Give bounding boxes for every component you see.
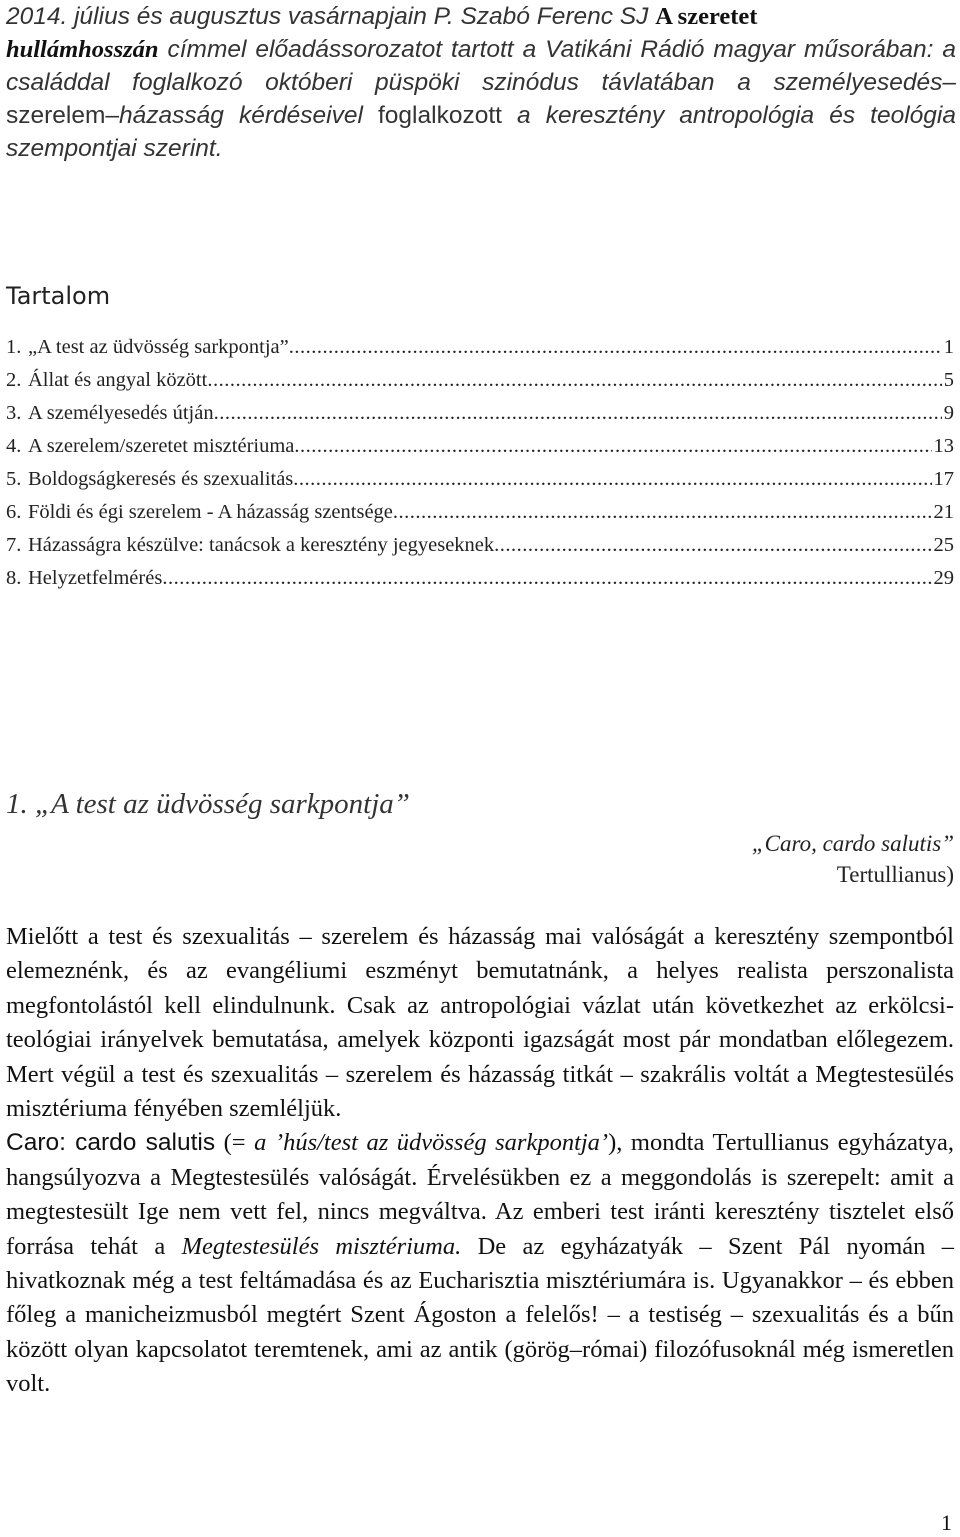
section-heading: 1. „A test az üdvösség sarkpontja”	[6, 788, 410, 820]
table-of-contents	[6, 336, 954, 600]
toc-item-page: 13	[933, 435, 954, 457]
toc-item-number: 4.	[6, 435, 22, 457]
intro-title-2: hullámhosszán	[6, 36, 159, 63]
latin-quote: Caro: cardo salutis	[6, 1129, 216, 1157]
toc-item[interactable]	[6, 369, 954, 402]
toc-leader-dots	[214, 402, 942, 425]
toc-item-number: 7.	[6, 534, 22, 556]
toc-item[interactable]	[6, 567, 954, 600]
toc-item-number: 3.	[6, 402, 22, 424]
toc-leader-dots	[289, 336, 942, 359]
body-paragraph-2	[6, 1126, 954, 1401]
intro-text-5: foglalkozott	[378, 102, 502, 129]
toc-item-number: 1.	[6, 336, 22, 358]
body-paragraph-1: Mielőtt a test és szexualitás – szerelem és házasság mai valóságát a keresztény szempontból elemeznénk, és az evangéliumi eszményt bemutatnánk, a helyes realista perszonalista megfontolástól kell elindulnunk. Csak az antropológiai vázlat után következhet az erkölcsi-teológiai irányelvek bemutatása, amelyek központi igazságát most pár mondatban előlegezem. Mert végül a test és szexualitás – szerelem és házasság titkát – szakrális voltát a Megtestesülés misztériuma fényében szemléljük.	[6, 923, 954, 1123]
intro-text-2: címmel előadássorozatot tartott a Vatikáni Rádió magyar műsorában: a családdal foglalkozó októberi püspöki szinódus távlatában a személyesedés–	[6, 36, 956, 96]
toc-item[interactable]	[6, 435, 954, 468]
toc-leader-dots	[162, 567, 931, 590]
toc-item-label: Állat és angyal között	[28, 369, 208, 391]
toc-item-label: Helyzetfelmérés	[28, 567, 163, 589]
motto-block	[752, 828, 954, 890]
toc-item-page: 29	[933, 567, 954, 589]
toc-item-number: 2.	[6, 369, 22, 391]
latin-translation: a ’hús/test az üdvösség sarkpontja’	[254, 1129, 609, 1157]
body-text-fragment: (=	[215, 1129, 255, 1157]
body-text	[6, 920, 954, 1402]
toc-title: Tartalom	[6, 282, 111, 310]
toc-item-number: 6.	[6, 501, 22, 523]
toc-item-page: 1	[943, 336, 954, 358]
intro-title-1: A szeretet	[655, 3, 758, 30]
toc-item[interactable]	[6, 336, 954, 369]
toc-leader-dots	[207, 369, 941, 392]
toc-leader-dots	[293, 468, 931, 491]
toc-item[interactable]	[6, 534, 954, 567]
toc-item-label: A szerelem/szeretet misztériuma	[28, 435, 295, 457]
emphasis-text: Megtestesülés misztériuma.	[181, 1232, 462, 1260]
intro-text-3: szerelem–	[6, 102, 120, 129]
toc-item-page: 21	[933, 501, 954, 523]
body-text-fragment: De az egyházatyák – Szent Pál nyomán – hivatkoznak még a test feltámadása és az Eucharisztia misztériumára is. Ugyanakkor – és ebben főleg a manicheizmusból megtért Szent Ágoston a felelős! – a testiség – szexualitás és a bűn között olyan kapcsolatot teremtenek, ami az antik (görög–római) filozófusoknál még ismeretlen volt.	[6, 1232, 955, 1398]
toc-item-label: A személyesedés útján	[28, 402, 214, 424]
toc-item[interactable]	[6, 468, 954, 501]
intro-paragraph	[6, 0, 956, 165]
toc-item-page: 5	[943, 369, 954, 391]
motto-author: Tertullianus)	[836, 862, 954, 887]
toc-item-label: Földi és égi szerelem - A házasság szentsége	[28, 501, 393, 523]
toc-item-label: Boldogságkeresés és szexualitás	[28, 468, 294, 490]
toc-item-label: „A test az üdvösség sarkpontja”	[28, 336, 289, 358]
intro-text-4: házasság kérdéseivel	[119, 102, 378, 129]
intro-text-1: 2014. július és augusztus vasárnapjain P. Szabó Ferenc SJ	[6, 3, 656, 30]
toc-leader-dots	[393, 501, 932, 524]
toc-leader-dots	[294, 435, 931, 458]
motto-quote: „Caro, cardo salutis”	[751, 831, 954, 856]
toc-item[interactable]	[6, 402, 954, 435]
body-text-fragment: ), mondta Tertullianus egyházatya, hangsúlyozva a Megtestesülés valóságát. Érvelésükben ez a meggondolás is szerepelt: amit a megtestesült Ige nem vett fel, nincs megváltva. Az emberi test iránti keresztény tisztelet első forrása tehát a	[6, 1129, 954, 1260]
toc-item-label: Házasságra készülve: tanácsok a keresztény jegyeseknek	[28, 534, 495, 556]
page-number: 1	[941, 1510, 952, 1535]
toc-item-number: 8.	[6, 567, 22, 589]
intro-text-6: a keresztény antropológia és teológia szempontjai szerint.	[6, 102, 957, 162]
toc-item-page: 25	[933, 534, 954, 556]
toc-item-number: 5.	[6, 468, 22, 490]
toc-leader-dots	[494, 534, 931, 557]
toc-item-page: 9	[943, 402, 954, 424]
toc-item-page: 17	[933, 468, 954, 490]
toc-item[interactable]	[6, 501, 954, 534]
